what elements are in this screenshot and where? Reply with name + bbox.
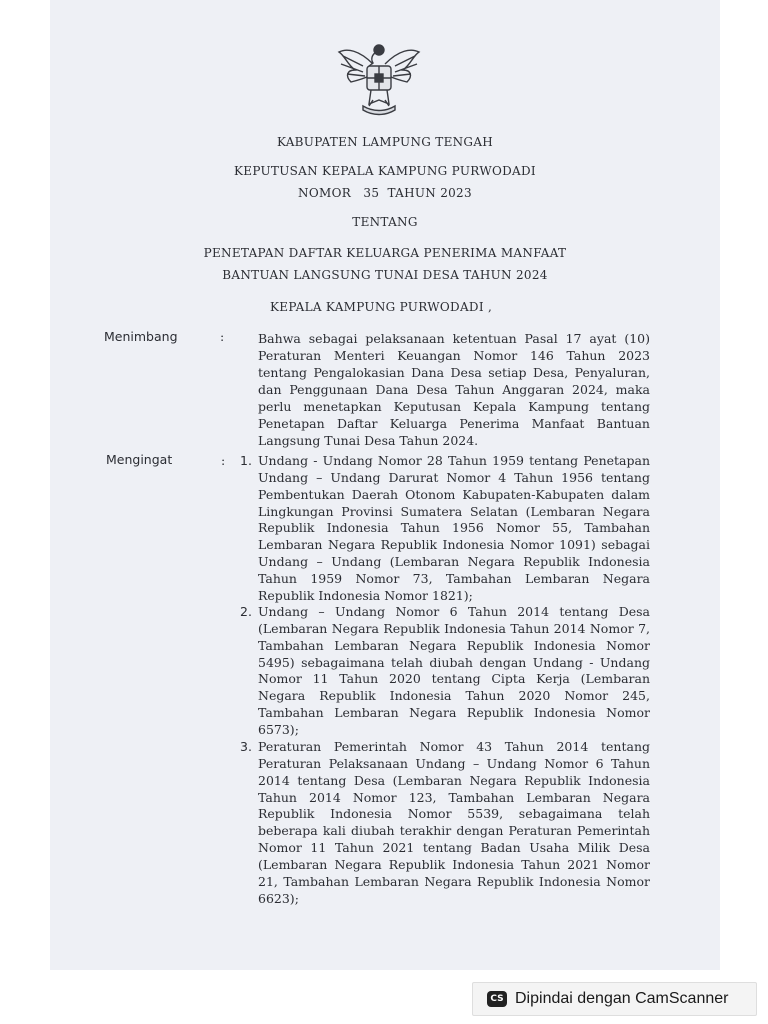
menimbang-text: Bahwa sebagai pelaksanaan ketentuan Pasal 17 ayat (10) Peraturan Menteri Keuangan Nomor 146 Tahun 2023 tentang Pengalokasian Dana Desa setiap Desa, Penyaluran, dan Penggunaan Dana Desa Tahun Anggaran 2024, maka perlu menetapkan Keputusan Kepala Kampung tentang Penetapan Daftar Keluarga Penerima Manfaat Bantuan Langsung Tunai Desa Tahun 2024. <box>258 331 650 448</box>
menimbang-label: Menimbang <box>104 329 178 344</box>
subject-line-1: PENETAPAN DAFTAR KELUARGA PENERIMA MANFAAT <box>203 246 567 260</box>
mengingat-colon: : <box>221 453 226 468</box>
item-number: 1. <box>240 453 252 468</box>
about-heading: TENTANG <box>352 215 418 229</box>
issuer-heading: KEPALA KAMPUNG PURWODADI , <box>270 300 493 314</box>
mengingat-label: Mengingat <box>106 452 173 467</box>
scanner-watermark <box>472 982 757 1016</box>
item-text: Peraturan Pemerintah Nomor 43 Tahun 2014 tentang Peraturan Pelaksanaan Undang – Undang Nomor 6 Tahun 2014 tentang Desa (Lembaran Negara Republik Indonesia Tahun 2014 Nomor 123, Tambahan Lembaran Negara Republik Indonesia Nomor 5539, sebagaimana telah beberapa kali diubah terakhir dengan Peraturan Pemerintah Nomor 11 Tahun 2021 tentang Badan Usaha Milik Desa (Lembaran Negara Republik Indonesia Tahun 2021 Nomor 21, Tambahan Lembaran Negara Republik Indonesia Nomor 6623); <box>258 739 650 906</box>
menimbang-colon: : <box>220 329 225 344</box>
item-text: Undang - Undang Nomor 28 Tahun 1959 tentang Penetapan Undang – Undang Darurat Nomor 4 Tahun 1956 tentang Pembentukan Daerah Otonom Kabupaten-Kabupaten dalam Lingkungan Provinsi Sumatera Selatan (Lembaran Negara Republik Indonesia Tahun 1956 Nomor 55, Tambahan Lembaran Negara Republik Indonesia Nomor 1091) sebagai Undang – Undang (Lembaran Negara Republik Indonesia Tahun 1959 Nomor 73, Tambahan Lembaran Negara Republik Indonesia Nomor 1821); <box>258 453 650 603</box>
regency-title: KABUPATEN LAMPUNG TENGAH <box>276 135 494 149</box>
legal-basis-item <box>240 739 650 907</box>
item-number: 2. <box>240 604 252 619</box>
garuda-emblem-icon <box>333 30 425 122</box>
legal-basis-item <box>240 604 650 739</box>
legal-basis-item <box>240 453 650 605</box>
item-text: Undang – Undang Nomor 6 Tahun 2014 tentang Desa (Lembaran Negara Republik Indonesia Tahun 2014 Nomor 7, Tambahan Lembaran Negara Republik Indonesia Nomor 5495) sebagaimana telah diubah dengan Undang - Undang Nomor 11 Tahun 2020 tentang Cipta Kerja (Lembaran Negara Republik Indonesia Tahun 2020 Nomor 245, Tambahan Lembaran Negara Republik Indonesia Nomor 6573); <box>258 604 650 737</box>
decree-title: KEPUTUSAN KEPALA KAMPUNG PURWODADI <box>234 164 536 178</box>
item-number: 3. <box>240 739 252 754</box>
decree-number: NOMOR 35 TAHUN 2023 <box>298 186 472 200</box>
subject-line-2: BANTUAN LANGSUNG TUNAI DESA TAHUN 2024 <box>222 268 548 282</box>
camscanner-icon: CS <box>487 991 507 1007</box>
scanner-watermark-text: Dipindai dengan CamScanner <box>515 990 729 1007</box>
